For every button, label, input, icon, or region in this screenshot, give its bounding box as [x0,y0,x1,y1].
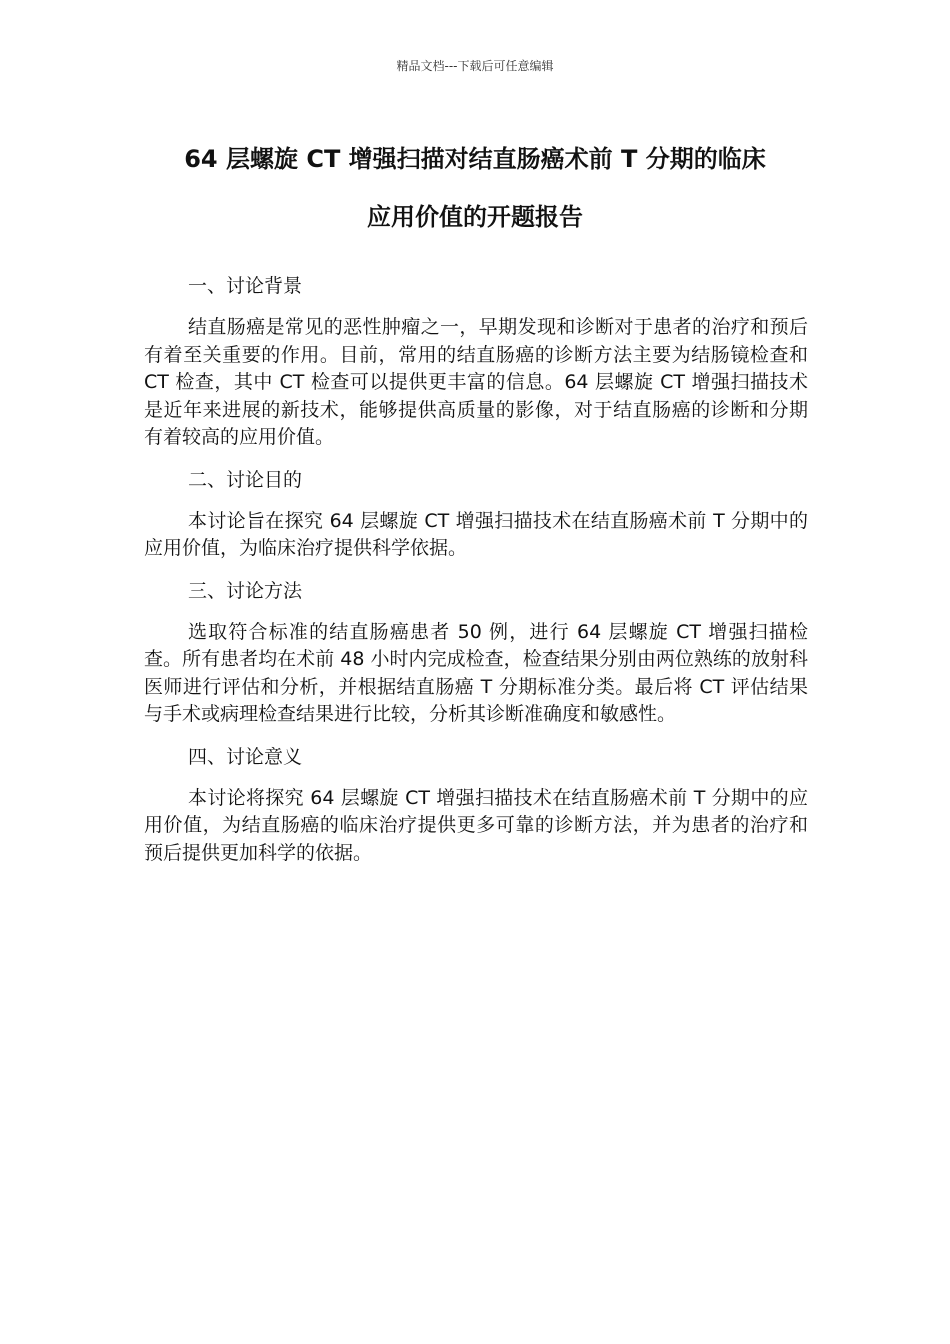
document-body [144,272,808,881]
section-heading-method: 三、讨论方法 [188,579,303,602]
section-paragraph-purpose: 本讨论旨在探究 64 层螺旋 CT 增强扫描技术在结直肠癌术前 T 分期中的应用价值，为临床治疗提供科学依据。 [144,509,808,559]
section-paragraph-significance: 本讨论将探究 64 层螺旋 CT 增强扫描技术在结直肠癌术前 T 分期中的应用价值，为结直肠癌的临床治疗提供更多可靠的诊断方法，并为患者的治疗和预后提供更加科学的依据。 [144,786,808,864]
section-paragraph-background: 结直肠癌是常见的恶性肿瘤之一，早期发现和诊断对于患者的治疗和预后有着至关重要的作用。目前，常用的结直肠癌的诊断方法主要为结肠镜检查和 CT 检查，其中 CT 检查可以提供更丰富的信息。64 层螺旋 CT 增强扫描技术是近年来进展的新技术，能够提供高质量的影像，对于结直肠癌的诊断和分期有着较高的应用价值。 [144,316,808,448]
document-title-line-1: 64 层螺旋 CT 增强扫描对结直肠癌术前 T 分期的临床 [184,145,766,173]
section-heading-significance: 四、讨论意义 [188,745,303,768]
document-title [140,130,810,246]
section-heading-background: 一、讨论背景 [188,275,303,297]
document-title-line-2: 应用价值的开题报告 [367,203,583,231]
section-heading-purpose: 二、讨论目的 [188,468,303,491]
page-header: 精品文档---下载后可任意编辑 [396,59,554,73]
section-paragraph-method: 选取符合标准的结直肠癌患者 50 例，进行 64 层螺旋 CT 增强扫描检查。所有患者均在术前 48 小时内完成检查，检查结果分别由两位熟练的放射科医师进行评估和分析，并根据结直肠癌 T 分期标准分类。最后将 CT 评估结果与手术或病理检查结果进行比较，分析其诊断准确度和敏感性。 [144,620,808,725]
